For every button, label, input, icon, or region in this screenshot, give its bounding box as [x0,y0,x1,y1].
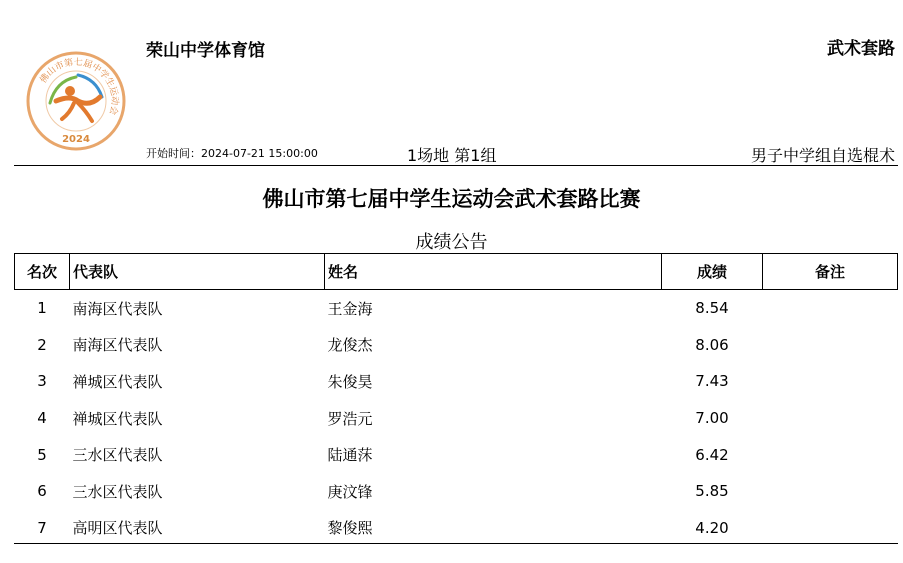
header-divider [14,165,898,166]
cell-note [763,400,898,437]
header-name: 姓名 [325,254,662,290]
cell-note [763,290,898,327]
table-row [15,327,898,364]
cell-note [763,363,898,400]
footer-divider [14,543,898,544]
cell-name: 朱俊昊 [327,372,373,391]
cell-name: 陆通莯 [327,446,373,465]
table-row [15,290,898,327]
header-team: 代表队 [70,254,325,290]
table-row [15,436,898,473]
page-subtitle: 成绩公告 [415,232,488,253]
cell-rank: 6 [37,482,47,501]
cell-score: 7.43 [695,372,729,391]
cell-note [763,436,898,473]
cell-score: 6.42 [695,445,729,464]
cell-name: 庚汶锋 [327,482,373,501]
cell-rank: 1 [37,299,47,318]
table-row [15,473,898,510]
table-row [15,510,898,547]
results-table [14,253,898,546]
cell-score: 8.06 [695,335,729,354]
cell-team: 高明区代表队 [72,519,163,538]
cell-note [763,510,898,547]
cell-rank: 5 [37,445,47,464]
cell-team: 三水区代表队 [72,482,163,501]
cell-name: 王金海 [327,299,373,318]
venue-name: 荣山中学体育馆 [146,41,265,61]
cell-team: 禅城区代表队 [72,409,163,428]
start-time: 开始时间：2024-07-21 15:00:00 [146,147,318,160]
event-type: 武术套路 [827,39,895,59]
cell-team: 三水区代表队 [72,446,163,465]
cell-name: 龙俊杰 [327,336,373,355]
games-logo [26,51,126,151]
cell-team: 南海区代表队 [72,336,163,355]
competition-category: 男子中学组自选棍术 [750,146,895,165]
cell-score: 5.85 [695,482,729,501]
cell-rank: 4 [37,409,47,428]
page-title: 佛山市第七届中学生运动会武术套路比赛 [262,187,641,211]
table-row [15,363,898,400]
cell-score: 8.54 [695,299,729,318]
cell-rank: 7 [37,518,47,537]
cell-team: 禅城区代表队 [72,372,163,391]
cell-score: 4.20 [695,518,729,537]
cell-rank: 3 [37,372,47,391]
table-row [15,400,898,437]
cell-score: 7.00 [695,409,729,428]
cell-name: 罗浩元 [327,409,373,428]
header-note: 备注 [763,254,898,290]
cell-note [763,473,898,510]
header-rank: 名次 [15,254,70,290]
logo-ring-text: 佛山市第七届中学生运动会 [38,57,120,116]
cell-name: 黎俊熙 [327,519,373,538]
header-score: 成绩 [662,254,763,290]
logo-year: 2024 [62,134,90,145]
field-group: 1场地 第1组 [407,146,497,165]
cell-rank: 2 [37,335,47,354]
table-header-row [15,254,898,290]
cell-note [763,327,898,364]
cell-team: 南海区代表队 [72,299,163,318]
